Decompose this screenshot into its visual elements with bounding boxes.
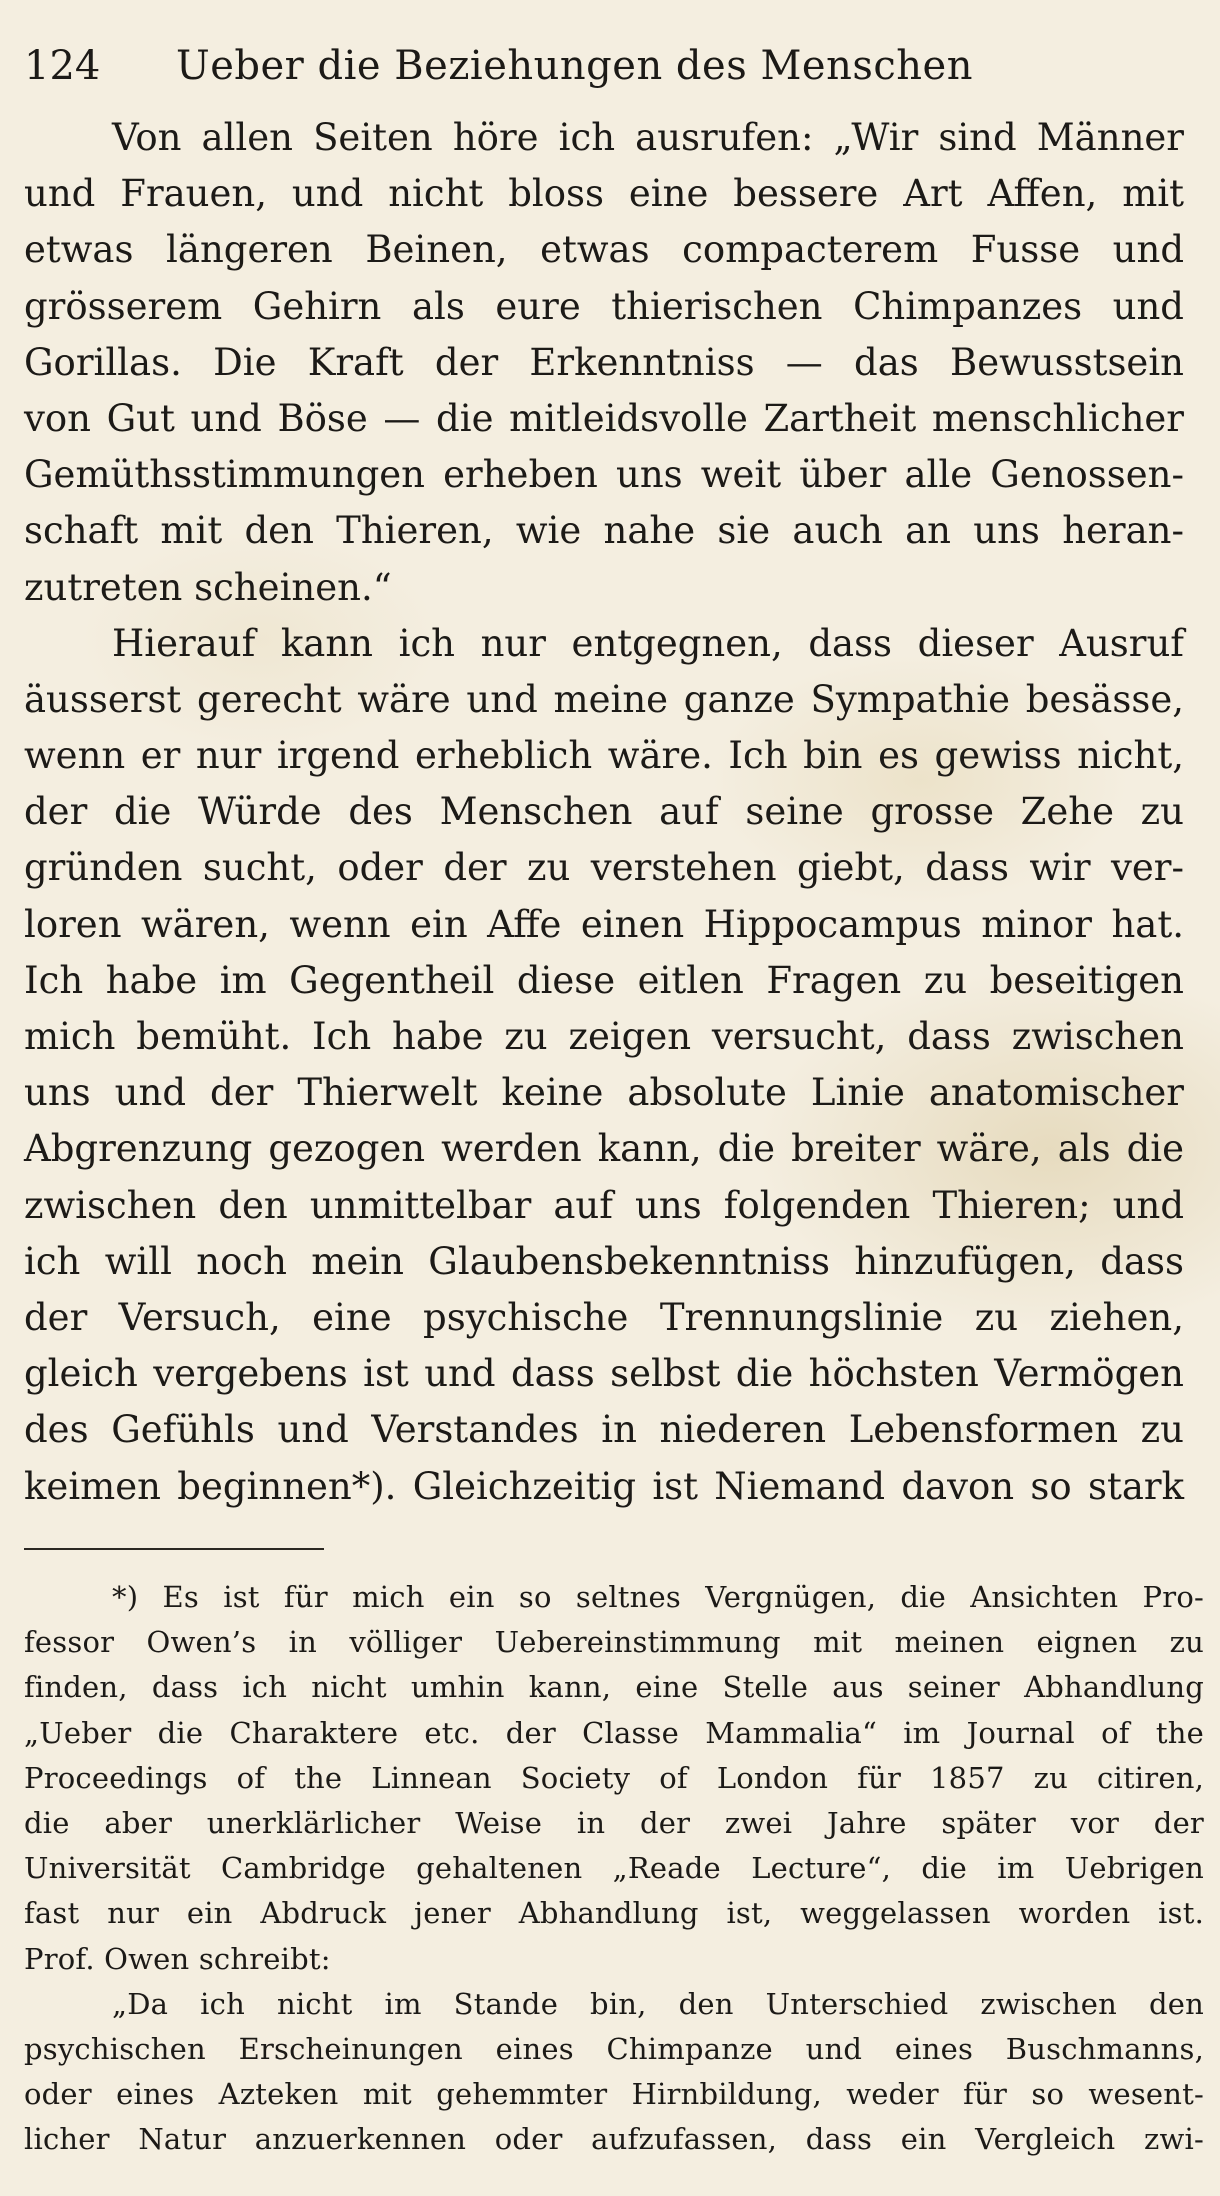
text-line: keimen beginnen*). Gleichzeitig ist Niemand davon so stark [24, 1464, 1184, 1508]
text-line: mich bemüht. Ich habe zu zeigen versucht, dass zwischen [24, 1015, 1184, 1058]
text-line: gründen sucht, oder der zu verstehen giebt, dass wir ver- [24, 846, 1184, 890]
footnote [24, 1575, 1204, 2162]
text-line: etwas längeren Beinen, etwas compacterem Fusse und [24, 228, 1184, 272]
text-line: loren wären, wenn ein Affe einen Hippocampus minor hat. [24, 902, 1184, 946]
footnote-line: *) Es ist für mich ein so seltnes Vergnügen, die Ansichten Pro- [112, 1580, 1204, 1614]
footnote-line: „Da ich nicht im Stande bin, den Unterschied zwischen den [112, 1986, 1204, 2021]
text-line: Gorillas. Die Kraft der Erkenntniss — das Bewusstsein [24, 340, 1184, 384]
text-line: Gemüthsstimmungen erheben uns weit über alle Genossen- [24, 453, 1184, 497]
text-line: wenn er nur irgend erheblich wäre. Ich bin es gewiss nicht, [24, 734, 1184, 778]
text-line: Hierauf kann ich nur entgegnen, dass dieser Ausruf [112, 621, 1184, 665]
footnote-line: licher Natur anzuerkennen oder aufzufassen, dass ein Vergleich zwi- [24, 2122, 1204, 2157]
text-line: Ich habe im Gegentheil diese eitlen Fragen zu beseitigen [24, 958, 1184, 1002]
text-line: Abgrenzung gezogen werden kann, die breiter wäre, als die [24, 1127, 1184, 1171]
text-line: und Frauen, und nicht bloss eine bessere Art Affen, mit [24, 172, 1184, 216]
text-line: gleich vergebens ist und dass selbst die höchsten Vermögen [24, 1352, 1184, 1396]
page-number: 124 [24, 43, 101, 89]
text-line: grösserem Gehirn als eure thierischen Chimpanzes und [24, 284, 1184, 328]
text-line: schaft mit den Thieren, wie nahe sie auch an uns heran- [24, 509, 1184, 553]
main-text [24, 110, 1184, 1515]
text-line: uns und der Thierwelt keine absolute Linie anatomischer [24, 1071, 1184, 1115]
text-line: ich will noch mein Glaubensbekenntniss hinzufügen, dass [24, 1239, 1184, 1283]
page-header [24, 36, 1024, 96]
footnote-line: fast nur ein Abdruck jener Abhandlung ist, weggelassen worden ist. [24, 1896, 1204, 1931]
text-line: von Gut und Böse — die mitleidsvolle Zartheit menschlicher [24, 396, 1184, 440]
text-line: der die Würde des Menschen auf seine grosse Zehe zu [24, 790, 1184, 834]
footnote-line: psychischen Erscheinungen eines Chimpanze und eines Buschmanns, [24, 2031, 1204, 2066]
text-line: zutreten scheinen.“ [24, 565, 392, 609]
text-line: der Versuch, eine psychische Trennungslinie zu ziehen, [24, 1295, 1184, 1339]
footnote-divider [24, 1548, 324, 1550]
text-line: äusserst gerecht wäre und meine ganze Sympathie besässe, [24, 677, 1184, 721]
text-line: des Gefühls und Verstandes in niederen Lebensformen zu [24, 1408, 1184, 1452]
footnote-line: Universität Cambridge gehaltenen „Reade Lecture“, die im Uebrigen [24, 1851, 1204, 1886]
footnote-line: finden, dass ich nicht umhin kann, eine Stelle aus seiner Abhandlung [24, 1670, 1204, 1705]
text-line: zwischen den unmittelbar auf uns folgenden Thieren; und [24, 1183, 1184, 1227]
footnote-line: „Ueber die Charaktere etc. der Classe Mammalia“ im Journal of the [24, 1715, 1204, 1750]
footnote-line: Prof. Owen schreibt: [24, 1941, 331, 1976]
footnote-line: Proceedings of the Linnean Society of London für 1857 zu citiren, [24, 1760, 1204, 1795]
text-line: Von allen Seiten höre ich ausrufen: „Wir sind Männer [112, 116, 1184, 159]
footnote-line: fessor Owen’s in völliger Uebereinstimmung mit meinen eignen zu [24, 1625, 1204, 1660]
footnote-line: die aber unerklärlicher Weise in der zwei Jahre später vor der [24, 1805, 1204, 1840]
running-title: Ueber die Beziehungen des Menschen [176, 43, 973, 89]
footnote-line: oder eines Azteken mit gehemmter Hirnbildung, weder für so wesent- [24, 2077, 1204, 2112]
